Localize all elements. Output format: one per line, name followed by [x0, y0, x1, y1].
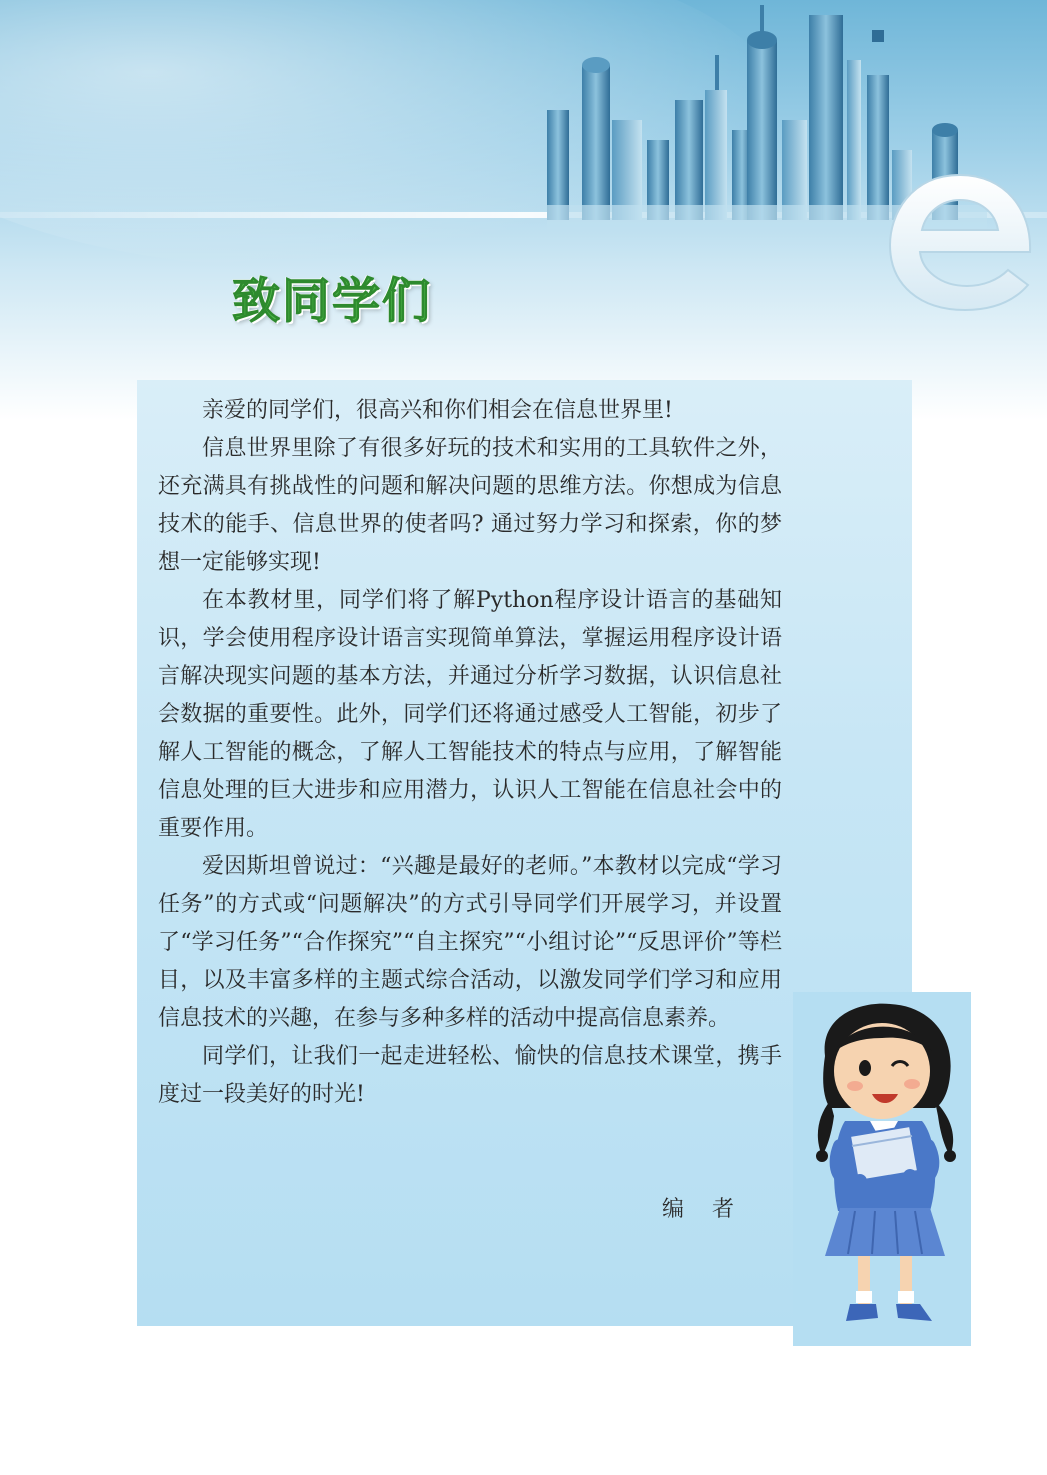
schoolgirl-illustration [800, 996, 970, 1341]
page-title: 致同学们 [232, 273, 433, 329]
header-banner [0, 0, 1047, 420]
e-letter-logo [880, 160, 1040, 320]
signature: 编者 [662, 1197, 763, 1222]
letter-body [158, 392, 782, 1114]
paragraph-greeting: 亲爱的同学们，很高兴和你们相会在信息世界里! [202, 398, 673, 423]
paragraph-intro: 信息世界里除了有很多好玩的技术和实用的工具软件之外，还充满具有挑战性的问题和解决问题的思维方法。你想成为信息技术的能手、信息世界的使者吗? 通过努力学习和探索，你的梦想一定能够实现! [158, 436, 782, 575]
paragraph-closing: 同学们，让我们一起走进轻松、愉快的信息技术课堂，携手度过一段美好的时光! [158, 1044, 782, 1107]
paragraph-content: 在本教材里，同学们将了解Python程序设计语言的基础知识，学会使用程序设计语言实现简单算法，掌握运用程序设计语言解决现实问题的基本方法，并通过分析学习数据，认识信息社会数据的重要性。此外，同学们还将通过感受人工智能，初步了解人工智能的概念，了解人工智能技术的特点与应用，了解智能信息处理的巨大进步和应用潜力，认识人工智能在信息社会中的重要作用。 [158, 588, 782, 841]
paragraph-method: 爱因斯坦曾说过：“兴趣是最好的老师。”本教材以完成“学习任务”的方式或“问题解决”的方式引导同学们开展学习，并设置了“学习任务”“合作探究”“自主探究”“小组讨论”“反思评价”等栏目，以及丰富多样的主题式综合活动，以激发同学们学习和应用信息技术的兴趣，在参与多种多样的活动中提高信息素养。 [158, 854, 782, 1031]
